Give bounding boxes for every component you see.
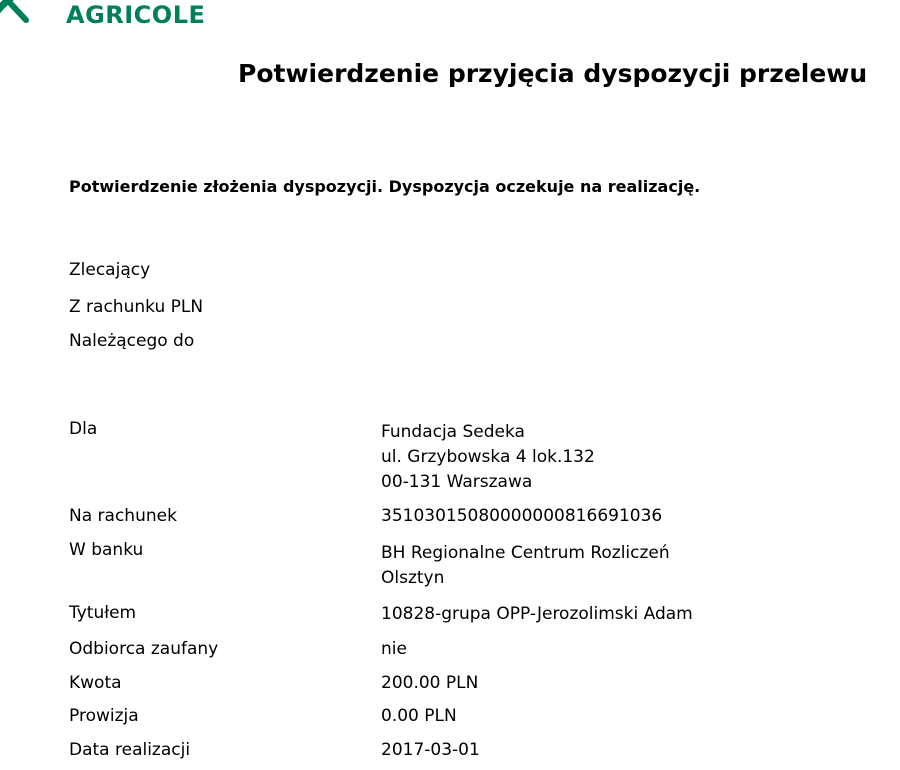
zlecajacy-label: Zlecający [69, 260, 151, 280]
trusted-recipient-value: nie [381, 639, 407, 659]
data-realizacji-label: Data realizacji [69, 740, 191, 760]
recipient-name: Fundacja Sedeka [381, 422, 525, 442]
dla-label: Dla [69, 419, 98, 439]
odbiorca-zaufany-label: Odbiorca zaufany [69, 639, 219, 659]
bank-name [381, 541, 670, 591]
account-number: 35103015080000000816691036 [381, 506, 663, 526]
commission-value: 0.00 PLN [381, 706, 457, 726]
bank-name-line: BH Regionalne Centrum Rozliczeń [381, 543, 670, 563]
kwota-label: Kwota [69, 673, 122, 693]
recipient-city: 00-131 Warszawa [381, 472, 533, 492]
amount-value: 200.00 PLN [381, 673, 479, 693]
nalezacego-do-label: Należącego do [69, 331, 195, 351]
execution-date-value: 2017-03-01 [381, 740, 480, 760]
bank-city-line: Olsztyn [381, 568, 445, 588]
tytulem-label: Tytułem [69, 603, 137, 623]
recipient-street: ul. Grzybowska 4 lok.132 [381, 447, 595, 467]
transfer-title: 10828-grupa OPP-Jerozolimski Adam [381, 604, 693, 624]
na-rachunek-label: Na rachunek [69, 506, 177, 526]
credit-agricole-logo-icon [0, 0, 46, 24]
bank-logo [0, 0, 230, 30]
status-message: Potwierdzenie złożenia dyspozycji. Dyspozycja oczekuje na realizację. [69, 177, 701, 196]
logo-text-agricole: AGRICOLE [66, 1, 206, 29]
recipient-address [381, 420, 595, 495]
w-banku-label: W banku [69, 540, 144, 560]
z-rachunku-label: Z rachunku PLN [69, 297, 204, 317]
page-title: Potwierdzenie przyjęcia dyspozycji przelewu [238, 59, 868, 88]
prowizja-label: Prowizja [69, 706, 139, 726]
